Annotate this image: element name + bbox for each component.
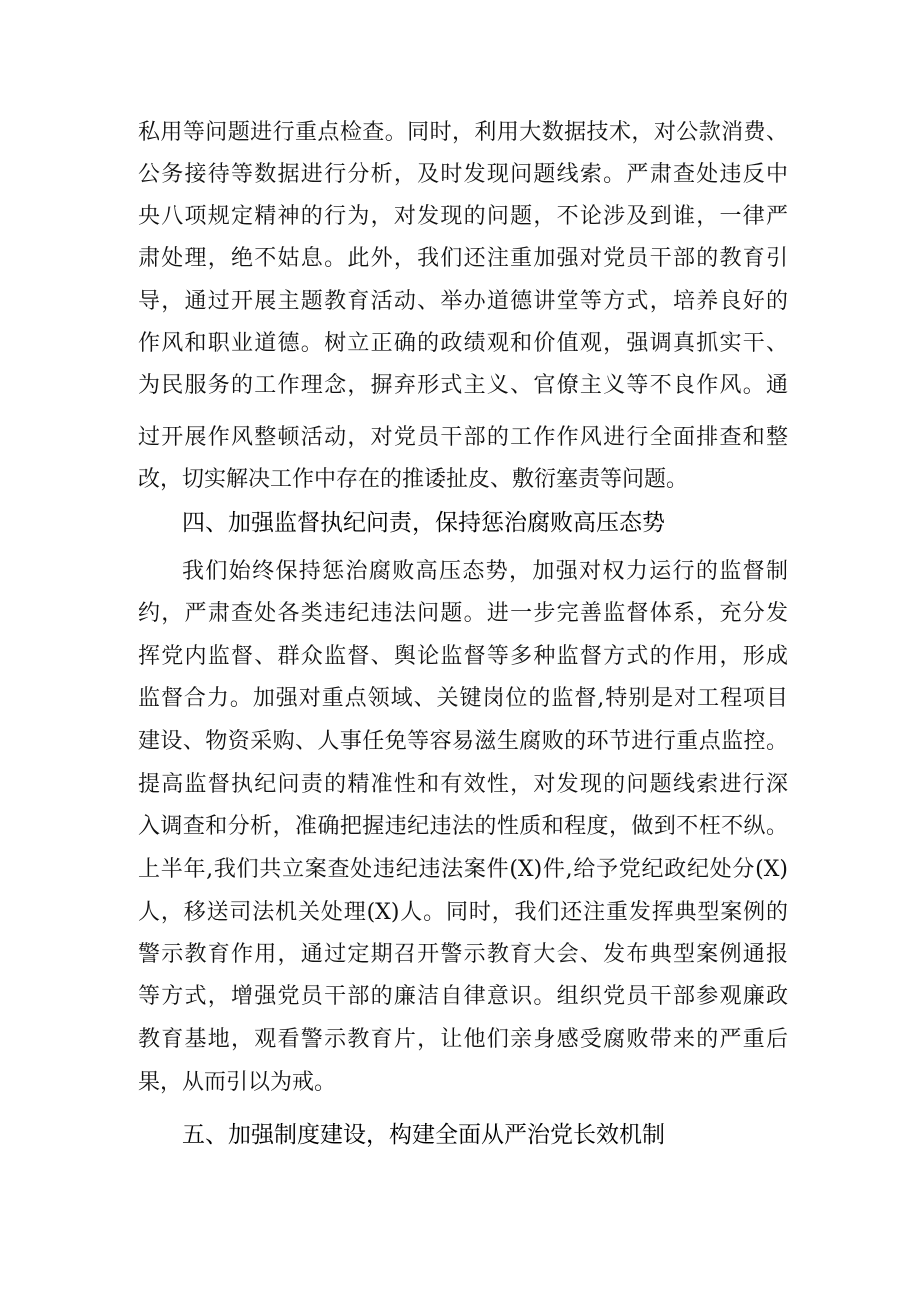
paragraph-line: 约，严肃查处各类违纪违法问题。进一步完善监督体系，充分发 [138,601,788,626]
paragraph-line: 警示教育作用，通过定期召开警示教育大会、发布典型案例通报 [138,942,788,967]
paragraph-line: 公务接待等数据进行分析，及时发现问题线索。严肃查处违反中 [138,162,788,187]
paragraph-line: 私用等问题进行重点检查。同时，利用大数据技术，对公款消费、 [138,120,788,145]
paragraph-line: 过开展作风整顿活动，对党员干部的工作作风进行全面排查和整 [138,425,788,450]
paragraph-line: 等方式，增强党员干部的廉洁自律意识。组织党员干部参观廉政 [138,984,788,1009]
paragraph-line: 教育基地，观看警示教育片，让他们亲身感受腐败带来的严重后 [138,1027,788,1052]
paragraph-line: 我们始终保持惩治腐败高压态势，加强对权力运行的监督制 [182,559,788,584]
paragraph-line: 果，从而引以为戒。 [138,1070,337,1095]
paragraph-line: 肃处理，绝不姑息。此外，我们还注重加强对党员干部的教育引 [138,246,788,271]
paragraph-line: 建设、物资采购、人事任免等容易滋生腐败的环节进行重点监控。 [138,729,788,754]
paragraph-line: 提高监督执纪问责的精准性和有效性，对发现的问题线索进行深 [138,772,788,797]
paragraph-line: 作风和职业道德。树立正确的政绩观和价值观，强调真抓实干、 [138,331,788,356]
paragraph-line: 改，切实解决工作中存在的推诿扯皮、敷衍塞责等问题。 [138,467,689,492]
paragraph-line: 上半年,我们共立案查处违纪违法案件(X)件,给予党纪政纪处分(X) [138,857,788,882]
paragraph-line: 监督合力。加强对重点领域、关键岗位的监督,特别是对工程项目 [138,686,788,711]
paragraph-line: 为民服务的工作理念，摒弃形式主义、官僚主义等不良作风。通 [138,373,788,398]
section-heading-4: 四、加强监督执纪问责，保持惩治腐败高压态势 [182,510,665,536]
paragraph-line: 央八项规定精神的行为，对发现的问题，不论涉及到谁，一律严 [138,204,788,229]
paragraph-line: 人，移送司法机关处理(X)人。同时，我们还注重发挥典型案例的 [138,900,788,925]
paragraph-line: 挥党内监督、群众监督、舆论监督等多种监督方式的作用，形成 [138,644,788,669]
section-heading-5: 五、加强制度建设，构建全面从严治党长效机制 [182,1122,665,1148]
paragraph-line: 导，通过开展主题教育活动、举办道德讲堂等方式，培养良好的 [138,289,788,314]
paragraph-line: 入调查和分析，准确把握违纪违法的性质和程度，做到不枉不纵。 [138,814,788,839]
